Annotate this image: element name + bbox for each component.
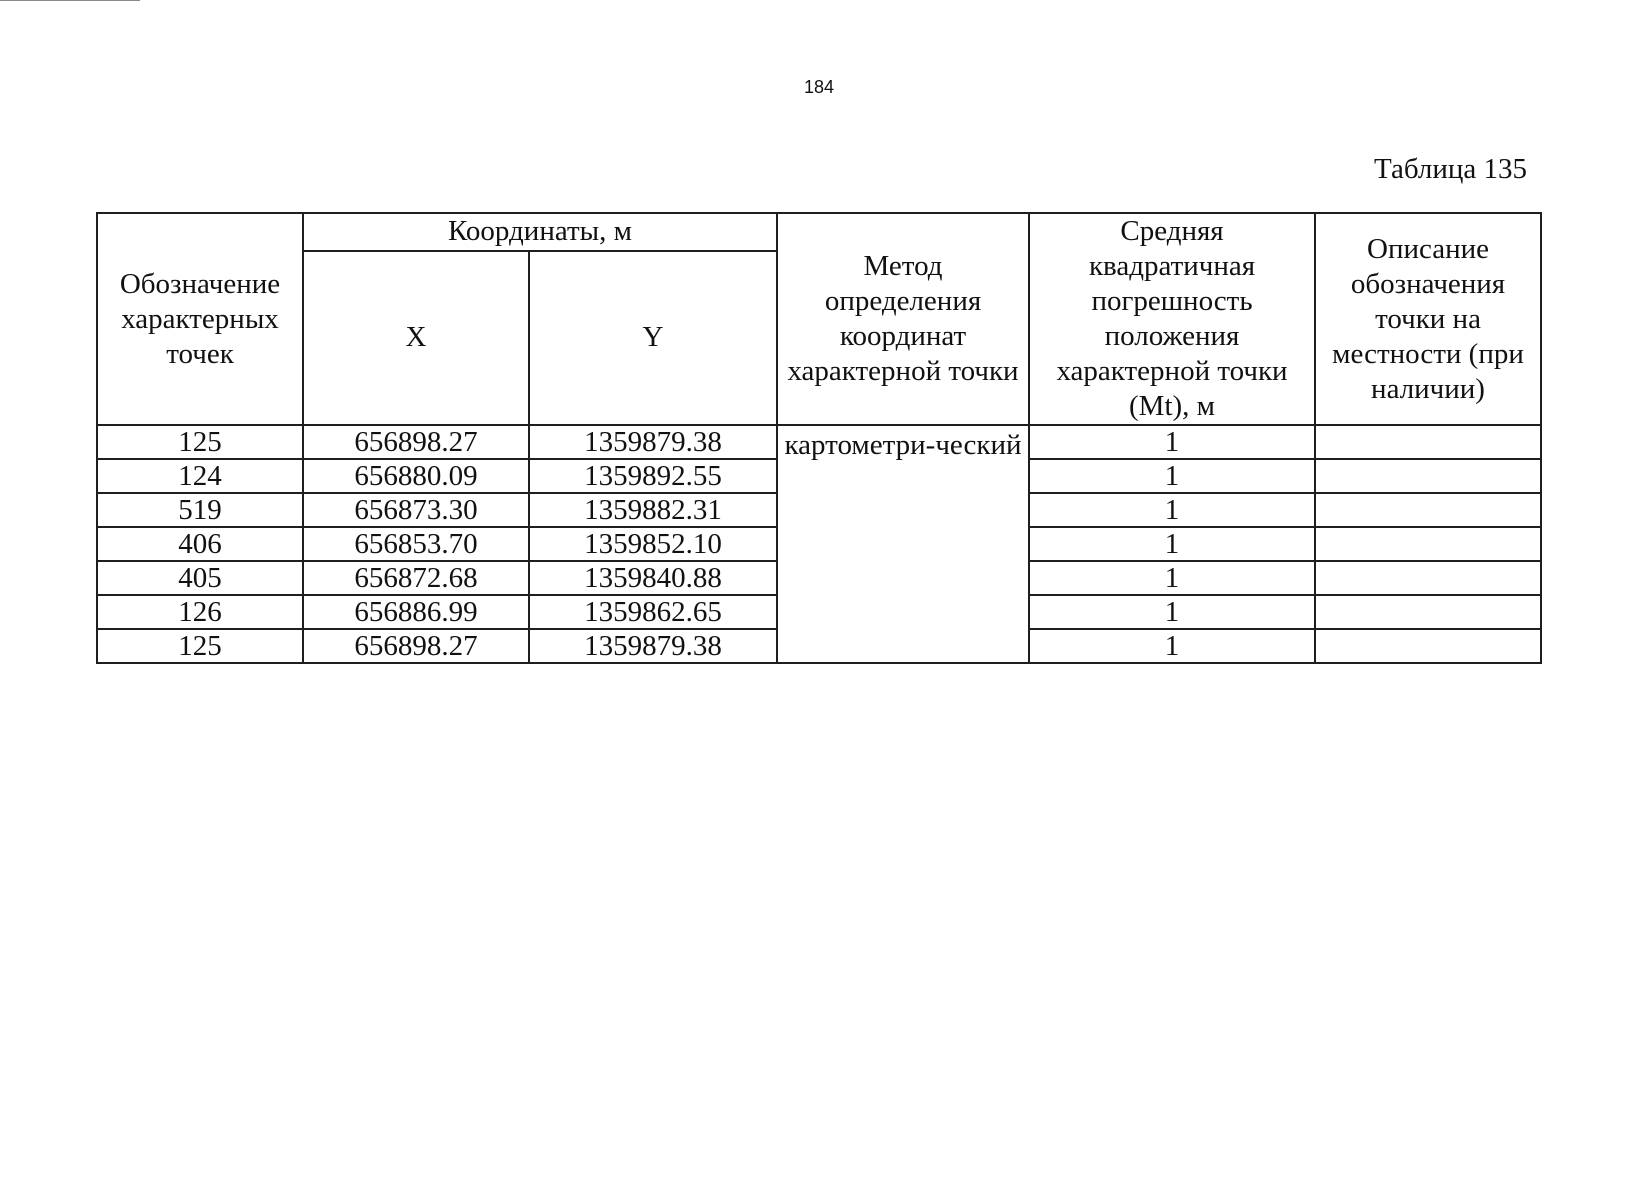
x-cell: 656886.99 — [303, 595, 529, 629]
description-cell — [1315, 595, 1541, 629]
header-method: Метод определения координат характерной точки — [777, 213, 1029, 425]
header-description: Описание обозначения точки на местности (при наличии) — [1315, 213, 1541, 425]
table-row — [97, 425, 1541, 459]
description-cell — [1315, 561, 1541, 595]
header-y: Y — [529, 251, 777, 425]
mt-cell: 1 — [1029, 629, 1315, 663]
y-cell: 1359879.38 — [529, 629, 777, 663]
y-cell: 1359879.38 — [529, 425, 777, 459]
point-cell: 126 — [97, 595, 303, 629]
y-cell: 1359882.31 — [529, 493, 777, 527]
header-rms-error: Средняя квадратичная погрешность положения характерной точки (Mt), м — [1029, 213, 1315, 425]
point-cell: 405 — [97, 561, 303, 595]
mt-cell: 1 — [1029, 459, 1315, 493]
x-cell: 656880.09 — [303, 459, 529, 493]
method-cell: картометри-ческий — [777, 425, 1029, 663]
x-cell: 656898.27 — [303, 629, 529, 663]
coordinates-table — [96, 212, 1542, 664]
point-cell: 124 — [97, 459, 303, 493]
point-cell: 125 — [97, 425, 303, 459]
header-coordinates-group: Координаты, м — [303, 213, 777, 251]
page-number: 184 — [803, 77, 835, 97]
point-cell: 125 — [97, 629, 303, 663]
mt-cell: 1 — [1029, 561, 1315, 595]
table-caption: Таблица 135 — [1373, 153, 1527, 185]
mt-cell: 1 — [1029, 527, 1315, 561]
x-cell: 656853.70 — [303, 527, 529, 561]
description-cell — [1315, 493, 1541, 527]
description-cell — [1315, 459, 1541, 493]
scan-edge-mark — [0, 0, 140, 1]
mt-cell: 1 — [1029, 493, 1315, 527]
point-cell: 406 — [97, 527, 303, 561]
mt-cell: 1 — [1029, 595, 1315, 629]
description-cell — [1315, 629, 1541, 663]
y-cell: 1359892.55 — [529, 459, 777, 493]
y-cell: 1359840.88 — [529, 561, 777, 595]
y-cell: 1359862.65 — [529, 595, 777, 629]
x-cell: 656873.30 — [303, 493, 529, 527]
point-cell: 519 — [97, 493, 303, 527]
table-body — [97, 425, 1541, 663]
mt-cell: 1 — [1029, 425, 1315, 459]
description-cell — [1315, 425, 1541, 459]
header-x: X — [303, 251, 529, 425]
table-header-row — [97, 213, 1541, 251]
description-cell — [1315, 527, 1541, 561]
y-cell: 1359852.10 — [529, 527, 777, 561]
header-point-designation: Обозначение характерных точек — [97, 213, 303, 425]
x-cell: 656872.68 — [303, 561, 529, 595]
x-cell: 656898.27 — [303, 425, 529, 459]
